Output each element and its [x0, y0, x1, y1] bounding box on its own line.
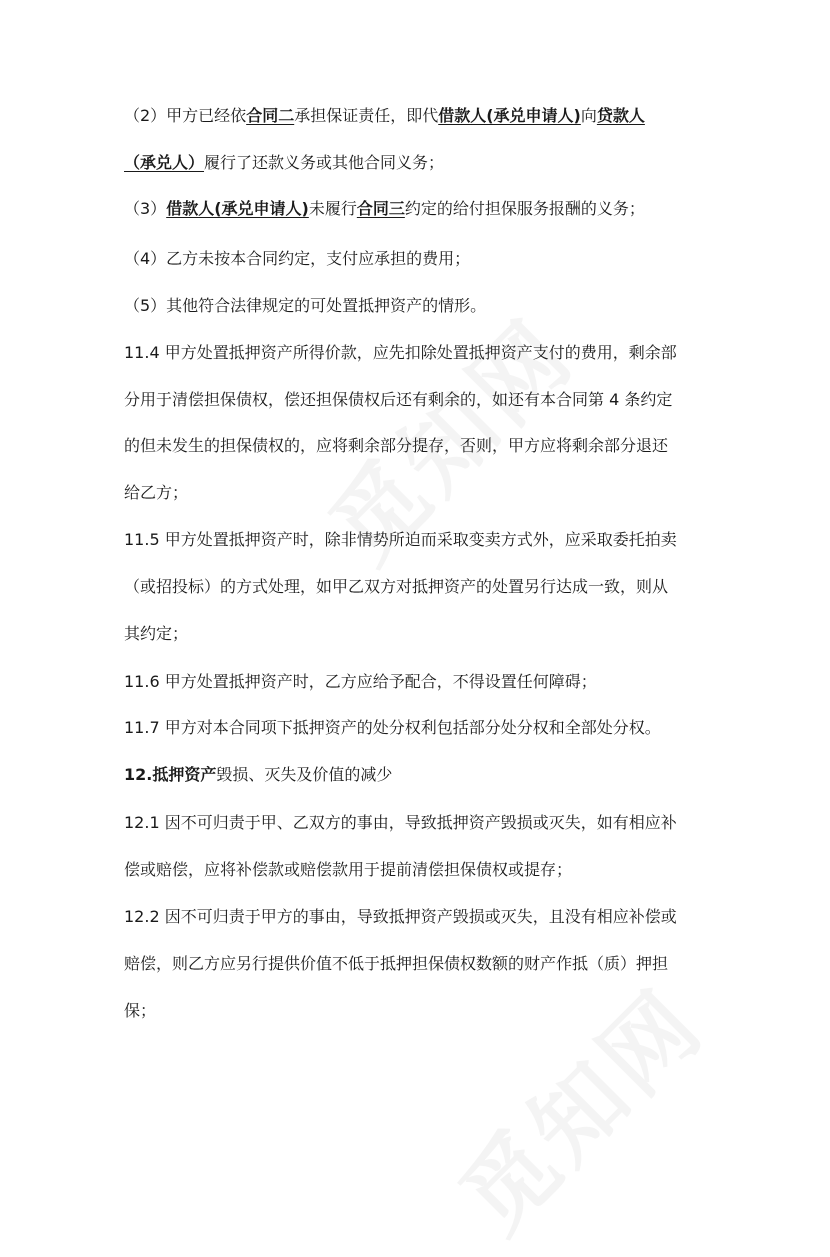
acceptor-ref: （承兑人） — [124, 153, 205, 172]
paragraph-line: 其约定； — [124, 624, 189, 643]
paragraph-line: 11.6 甲方处置抵押资产时，乙方应给予配合，不得设置任何障碍； — [124, 672, 597, 691]
paragraph-line: （4）乙方未按本合同约定，支付应承担的费用； — [124, 249, 471, 268]
paragraph-line: 保； — [124, 1001, 157, 1020]
paragraph-line: 12.1 因不可归责于甲、乙双方的事由，导致抵押资产毁损或灭失，如有相应补 — [124, 813, 677, 832]
paragraph-line: 的但未发生的担保债权的，应将剩余部分提存，否则，甲方应将剩余部分退还 — [124, 436, 669, 455]
lender-ref: 贷款人 — [596, 106, 645, 125]
contract-two-ref: 合同二 — [246, 106, 295, 125]
paragraph-line: （2）甲方已经依合同二承担保证责任，即代借款人(承兑申请人)向贷款人 — [124, 106, 645, 125]
paragraph-line: （5）其他符合法律规定的可处置抵押资产的情形。 — [124, 296, 487, 315]
paragraph-line: 给乙方； — [124, 483, 189, 502]
section-heading: 12.抵押资产毁损、灭失及价值的减少 — [124, 765, 393, 784]
paragraph-line: 11.7 甲方对本合同项下抵押资产的处分权利包括部分处分权和全部处分权。 — [124, 718, 661, 737]
paragraph-line: （承兑人）履行了还款义务或其他合同义务； — [124, 153, 445, 172]
paragraph-line: 12.2 因不可归责于甲方的事由，导致抵押资产毁损或灭失，且没有相应补偿或 — [124, 907, 677, 926]
borrower-ref: 借款人(承兑申请人) — [166, 199, 309, 218]
contract-three-ref: 合同三 — [356, 199, 405, 218]
paragraph-line: 11.5 甲方处置抵押资产时，除非情势所迫而采取变卖方式外，应采取委托拍卖 — [124, 530, 677, 549]
paragraph-line: 11.4 甲方处置抵押资产所得价款，应先扣除处置抵押资产支付的费用，剩余部 — [124, 343, 677, 362]
paragraph-line: （3）借款人(承兑申请人)未履行合同三约定的给付担保服务报酬的义务； — [124, 199, 645, 218]
paragraph-line: 赔偿，则乙方应另行提供价值不低于抵押担保债权数额的财产作抵（质）押担 — [124, 954, 669, 973]
watermark — [426, 955, 727, 1256]
paragraph-line: （或招投标）的方式处理，如甲乙双方对抵押资产的处置另行达成一致，则从 — [124, 577, 669, 596]
borrower-ref: 借款人(承兑申请人) — [438, 106, 581, 125]
paragraph-line: 偿或赔偿，应将补偿款或赔偿款用于提前清偿担保债权或提存； — [124, 860, 573, 879]
paragraph-line: 分用于清偿担保债权，偿还担保债权后还有剩余的，如还有本合同第 4 条约定 — [124, 390, 673, 409]
